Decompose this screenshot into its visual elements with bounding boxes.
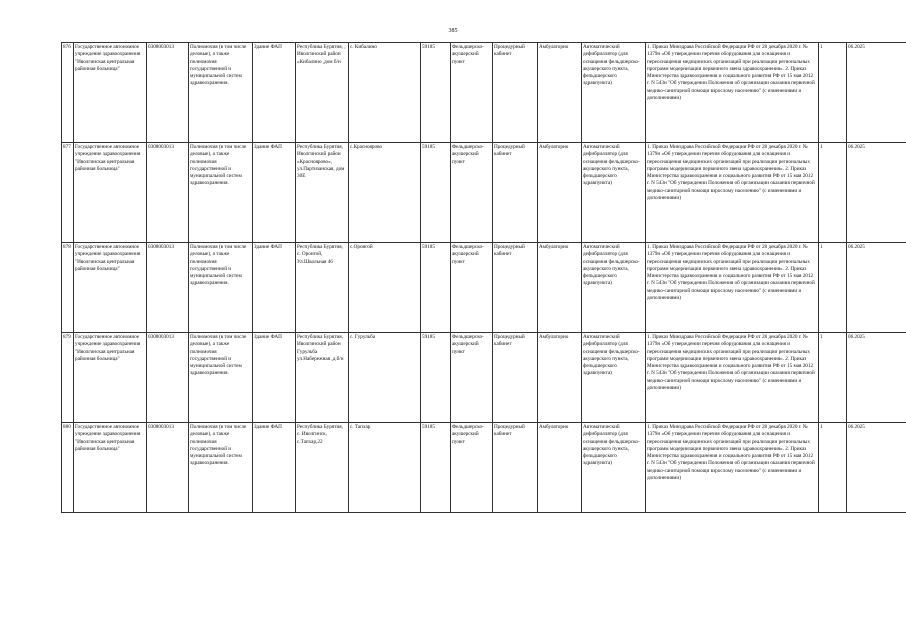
equipment-name: Автоматический дефибриллятор (для оснащения фельдшерско-акушерского пункта, фельдшерского здравпункта) — [582, 333, 646, 423]
locality: с. Гурульба — [349, 333, 421, 423]
room-type: Процедурный кабинет — [493, 43, 538, 143]
regulatory-basis: 1. Приказ Минздрава Российской Федерации РФ от 28 декабря 2020 г. № 1379н «Об утверждении перечня оборудования для оснащения и переоснащения медицинских организаций при реализации региональных программ модернизации первичного звена здравоохранения». 2. Приказ Министерства здравоохранения и социального развития РФ от 15 мая 2012 г. N 543н "Об утверждении Положения об организации оказания первичной медико-санитарной помощи взрослому населению" (с изменениями и дополнениями) — [646, 423, 819, 513]
due-date: 06.2025 — [847, 43, 906, 143]
room-type: Процедурный кабинет — [493, 243, 538, 333]
regulatory-basis: 1. Приказ Минздрава Российской Федерации РФ от 28 декабря 2020 г. № 1379н «Об утверждении перечня оборудования для оснащения и переоснащения медицинских организаций при реализации региональных программ модернизации первичного звена здравоохранения». 2. Приказ Министерства здравоохранения и социального развития РФ от 15 мая 2012 г. N 543н "Об утверждении Положения об организации оказания первичной медико-санитарной помощи взрослому населению" (с изменениями и дополнениями) — [646, 143, 819, 243]
row-number: 878 — [62, 243, 74, 333]
function-description: Полномочия (в том числе деловые), а также полномочия государственной и муниципальной систем здравоохранения. — [189, 143, 253, 243]
locality: с. Кибалино — [349, 43, 421, 143]
building-type: Здание ФАП — [253, 143, 296, 243]
table-row — [62, 43, 906, 143]
function-description: Полномочия (в том числе деловые), а также полномочия государственной и муниципальной систем здравоохранения. — [189, 423, 253, 513]
organization-code: 0308003013 — [147, 143, 189, 243]
locality: с.Красноярово — [349, 143, 421, 243]
address: Республика Бурятия, с. Иволгинск, с.Тапхар,22 — [296, 423, 349, 513]
function-description: Полномочия (в том числе деловые), а также полномочия государственной и муниципальной систем здравоохранения. — [189, 333, 253, 423]
unit-type: Фельдшерско-акушерский пункт — [451, 333, 493, 423]
row-number: 876 — [62, 43, 74, 143]
okato-code: 59185 — [421, 143, 451, 243]
table-row — [62, 143, 906, 243]
address: Республика Бурятия, Иволгинский район «Красноярово», ул.Партизанская, дом 30Е — [296, 143, 349, 243]
care-conditions: Амбулаторно — [538, 333, 582, 423]
quantity: 1 — [819, 423, 847, 513]
okato-code: 59185 — [421, 43, 451, 143]
row-number: 879 — [62, 333, 74, 423]
locality: с. Тапхар — [349, 423, 421, 513]
regulatory-basis: 1. Приказ Минздрава Российской Федерации РФ от 28 декабря 2020 г. № 1379н «Об утверждении перечня оборудования для оснащения и переоснащения медицинских организаций при реализации региональных программ модернизации первичного звена здравоохранения». 2. Приказ Министерства здравоохранения и социального развития РФ от 15 мая 2012 г. N 543н "Об утверждении Положения об организации оказания первичной медико-санитарной помощи взрослому населению" (с изменениями и дополнениями) — [646, 333, 819, 423]
organization-code: 0308003013 — [147, 333, 189, 423]
locality: с.Оронгой — [349, 243, 421, 333]
table-row — [62, 423, 906, 513]
organization-code: 0308003013 — [147, 243, 189, 333]
due-date: 06.2025 — [847, 423, 906, 513]
organization-name: Государственное автономное учреждение здравоохранения "Иволгинская центральная районная больница" — [74, 43, 147, 143]
address: Республика Бурятия, Иволгинский район Гурульба ул.Набережная ,д.б/н — [296, 333, 349, 423]
unit-type: Фельдшерско-акушерский пункт — [451, 43, 493, 143]
page-number: 385 — [448, 28, 458, 34]
organization-name: Государственное автономное учреждение здравоохранения "Иволгинская центральная районная больница" — [74, 243, 147, 333]
organization-code: 0308003013 — [147, 423, 189, 513]
table-row — [62, 243, 906, 333]
address: Республика Бурятия, , Иволгинский район «Кибалино ,дом б/н — [296, 43, 349, 143]
unit-type: Фельдшерско-акушерский пункт — [451, 143, 493, 243]
due-date: 06.2025 — [847, 243, 906, 333]
building-type: Здание ФАП — [253, 333, 296, 423]
quantity: 1 — [819, 243, 847, 333]
equipment-registry-table — [61, 42, 906, 513]
function-description: Полномочия (в том числе деловые), а также полномочия государственной и муниципальной систем здравоохранения. — [189, 243, 253, 333]
equipment-name: Автоматический дефибриллятор (для оснащения фельдшерско-акушерского пункта, фельдшерского здравпункта) — [582, 243, 646, 333]
due-date: 06.2025 — [847, 143, 906, 243]
okato-code: 59185 — [421, 243, 451, 333]
building-type: Здание ФАП — [253, 43, 296, 143]
quantity: 1 — [819, 43, 847, 143]
equipment-name: Автоматический дефибриллятор (для оснащения фельдшерско-акушерского пункта, фельдшерского здравпункта) — [582, 43, 646, 143]
building-type: Здание ФАП — [253, 243, 296, 333]
unit-type: Фельдшерско-акушерский пункт — [451, 243, 493, 333]
address: Республика Бурятия, с. Оронгой, Ул.Школьная 46 — [296, 243, 349, 333]
room-type: Процедурный кабинет — [493, 333, 538, 423]
okato-code: 59185 — [421, 333, 451, 423]
row-number: 880 — [62, 423, 74, 513]
unit-type: Фельдшерско-акушерский пункт — [451, 423, 493, 513]
regulatory-basis: 1. Приказ Минздрава Российской Федерации РФ от 28 декабря 2020 г. № 1379н «Об утверждении перечня оборудования для оснащения и переоснащения медицинских организаций при реализации региональных программ модернизации первичного звена здравоохранения». 2. Приказ Министерства здравоохранения и социального развития РФ от 15 мая 2012 г. N 543н "Об утверждении Положения об организации оказания первичной медико-санитарной помощи взрослому населению" (с изменениями и дополнениями) — [646, 43, 819, 143]
organization-name: Государственное автономное учреждение здравоохранения "Иволгинская центральная районная больница" — [74, 143, 147, 243]
care-conditions: Амбулаторно — [538, 423, 582, 513]
organization-code: 0308003013 — [147, 43, 189, 143]
due-date: 06.2025 — [847, 333, 906, 423]
building-type: Здание ФАП — [253, 423, 296, 513]
quantity: 1 — [819, 143, 847, 243]
table-body — [62, 43, 906, 513]
organization-name: Государственное автономное учреждение здравоохранения "Иволгинская центральная районная больница" — [74, 423, 147, 513]
function-description: Полномочия (в том числе деловые), а также полномочия государственной и муниципальной систем здравоохранения. — [189, 43, 253, 143]
equipment-name: Автоматический дефибриллятор (для оснащения фельдшерско-акушерского пункта, фельдшерского здравпункта) — [582, 143, 646, 243]
organization-name: Государственное автономное учреждение здравоохранения "Иволгинская центральная районная больница" — [74, 333, 147, 423]
table-row — [62, 333, 906, 423]
row-number: 877 — [62, 143, 74, 243]
care-conditions: Амбулаторно — [538, 243, 582, 333]
room-type: Процедурный кабинет — [493, 423, 538, 513]
regulatory-basis: 1. Приказ Минздрава Российской Федерации РФ от 28 декабря 2020 г. № 1379н «Об утверждении перечня оборудования для оснащения и переоснащения медицинских организаций при реализации региональных программ модернизации первичного звена здравоохранения». 2. Приказ Министерства здравоохранения и социального развития РФ от 15 мая 2012 г. N 543н "Об утверждении Положения об организации оказания первичной медико-санитарной помощи взрослому населению" (с изменениями и дополнениями) — [646, 243, 819, 333]
care-conditions: Амбулаторно — [538, 143, 582, 243]
equipment-name: Автоматический дефибриллятор (для оснащения фельдшерско-акушерского пункта, фельдшерского здравпункта) — [582, 423, 646, 513]
room-type: Процедурный кабинет — [493, 143, 538, 243]
quantity: 1 — [819, 333, 847, 423]
okato-code: 59185 — [421, 423, 451, 513]
care-conditions: Амбулаторно — [538, 43, 582, 143]
